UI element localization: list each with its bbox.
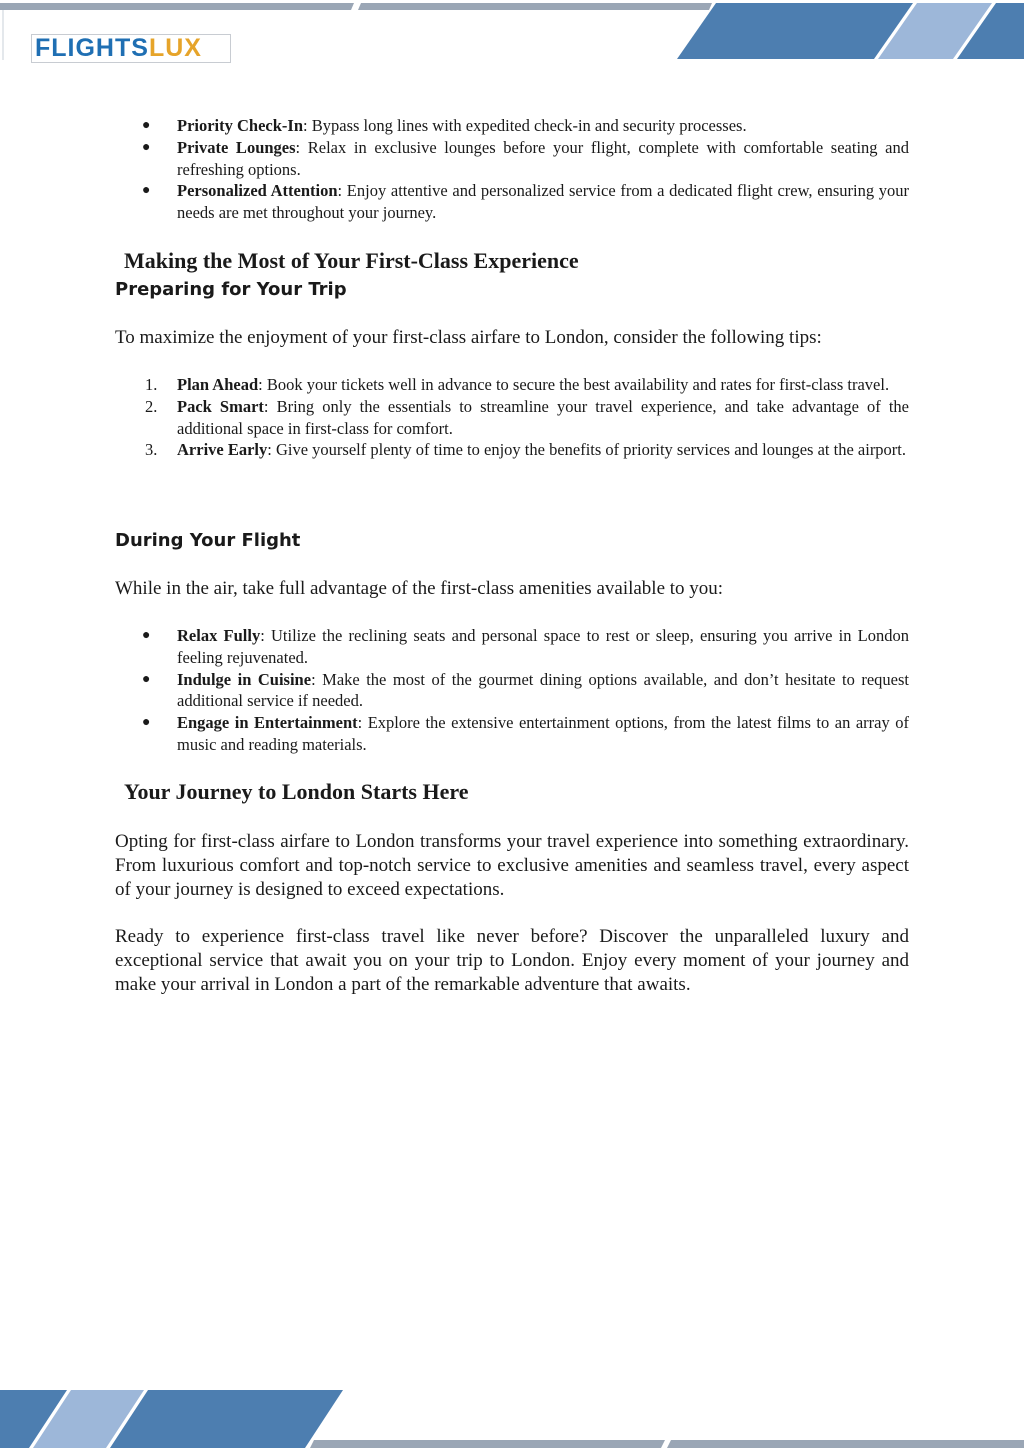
list-item — [115, 712, 909, 756]
bullet-icon: ● — [142, 628, 151, 643]
top-stripe-dark-1 — [677, 3, 913, 59]
list-item — [115, 180, 909, 224]
list-item — [115, 137, 909, 181]
list-item-text: : Relax in exclusive lounges before your flight, complete with comfortable seating and refreshing options. — [177, 137, 909, 179]
list-item-text: : Enjoy attentive and personalized service from a dedicated flight crew, ensuring your needs are met throughout your journey. — [177, 181, 909, 223]
step-number: 2. — [145, 396, 158, 416]
benefits-list-container — [115, 115, 909, 224]
bullet-icon: ● — [142, 671, 151, 687]
list-item-term: Indulge in Cuisine — [177, 669, 312, 689]
section-heading-journey: Your Journey to London Starts Here — [124, 779, 469, 804]
intro-paragraph-amenities: While in the air, take full advantage of the first-class amenities available to you: — [115, 578, 724, 599]
section-heading-first-class: Making the Most of Your First-Class Experience — [124, 248, 579, 273]
list-item-term: Engage in Entertainment — [177, 713, 358, 733]
bottom-gray-bar-left — [310, 1440, 665, 1448]
bottom-stripe-dark-2 — [110, 1390, 343, 1448]
list-item — [115, 115, 909, 137]
list-item — [115, 396, 909, 440]
tips-list-container — [115, 374, 909, 461]
tips-list — [115, 374, 909, 461]
subheading-preparing: Preparing for Your Trip — [115, 279, 347, 300]
list-item-term: Plan Ahead — [177, 375, 259, 394]
subheading-during-flight: During Your Flight — [115, 530, 301, 551]
list-item-text: : Book your tickets well in advance to secure the best availability and rates for first-class travel. — [258, 375, 890, 394]
list-item — [115, 374, 909, 396]
bottom-stripe-light — [33, 1390, 144, 1448]
step-number: 3. — [145, 440, 158, 460]
amenities-list-container — [115, 625, 909, 756]
list-item-text: : Explore the extensive entertainment options, from the latest films to an array of music and reading materials. — [177, 713, 909, 754]
list-item-term: Priority Check-In — [177, 116, 304, 135]
list-item — [115, 625, 909, 669]
bottom-stripe-dark-1 — [0, 1390, 67, 1448]
list-item-term: Private Lounges — [177, 137, 296, 157]
list-item-term: Pack Smart — [177, 396, 264, 416]
benefits-list — [115, 115, 909, 224]
list-item — [115, 439, 909, 461]
bullet-icon: ● — [142, 139, 151, 155]
paragraph-opting: Opting for first-class airfare to London transforms your travel experience into something extraordinary. From luxurious comfort and top-notch service to exclusive amenities and seamless travel, every aspect of your journey is designed to exceed expectations. — [115, 831, 909, 900]
list-item-text: : Utilize the reclining seats and personal space to rest or sleep, ensuring you arrive in London feeling rejuvenated. — [177, 626, 910, 667]
bottom-gray-bar-right — [667, 1440, 1024, 1448]
paragraph-ready: Ready to experience first-class travel like never before? Discover the unparalleled luxury and exceptional service that await you on your trip to London. Enjoy every moment of your journey and make your arrival in London a part of the remarkable adventure that awaits. — [115, 926, 909, 995]
list-item-text: : Make the most of the gourmet dining options available, and don’t hesitate to request additional service if needed. — [177, 669, 909, 711]
list-item-term: Personalized Attention — [177, 181, 338, 201]
flightslux-logo[interactable] — [31, 34, 231, 63]
list-item-text: : Bring only the essentials to streamline your travel experience, and take advantage of the additional space in first-class for comfort. — [177, 396, 909, 438]
bullet-icon: ● — [142, 118, 151, 133]
bullet-icon: ● — [142, 715, 151, 731]
list-item-term: Relax Fully — [177, 626, 261, 645]
amenities-list — [115, 625, 909, 756]
list-item-term: Arrive Early — [177, 440, 268, 460]
logo-text-flights: FLIGHTS — [35, 34, 149, 62]
list-item — [115, 669, 909, 713]
top-gray-bar-left — [0, 3, 354, 10]
top-gray-bar-right — [358, 3, 712, 10]
step-number: 1. — [145, 375, 158, 394]
intro-paragraph-tips: To maximize the enjoyment of your first-class airfare to London, consider the following tips: — [115, 327, 822, 348]
list-item-text: : Give yourself plenty of time to enjoy the benefits of priority services and lounges at the airport. — [267, 440, 907, 460]
bullet-icon: ● — [142, 183, 151, 199]
list-item-text: : Bypass long lines with expedited check-in and security processes. — [303, 116, 747, 135]
logo-text-lux: LUX — [148, 34, 202, 62]
